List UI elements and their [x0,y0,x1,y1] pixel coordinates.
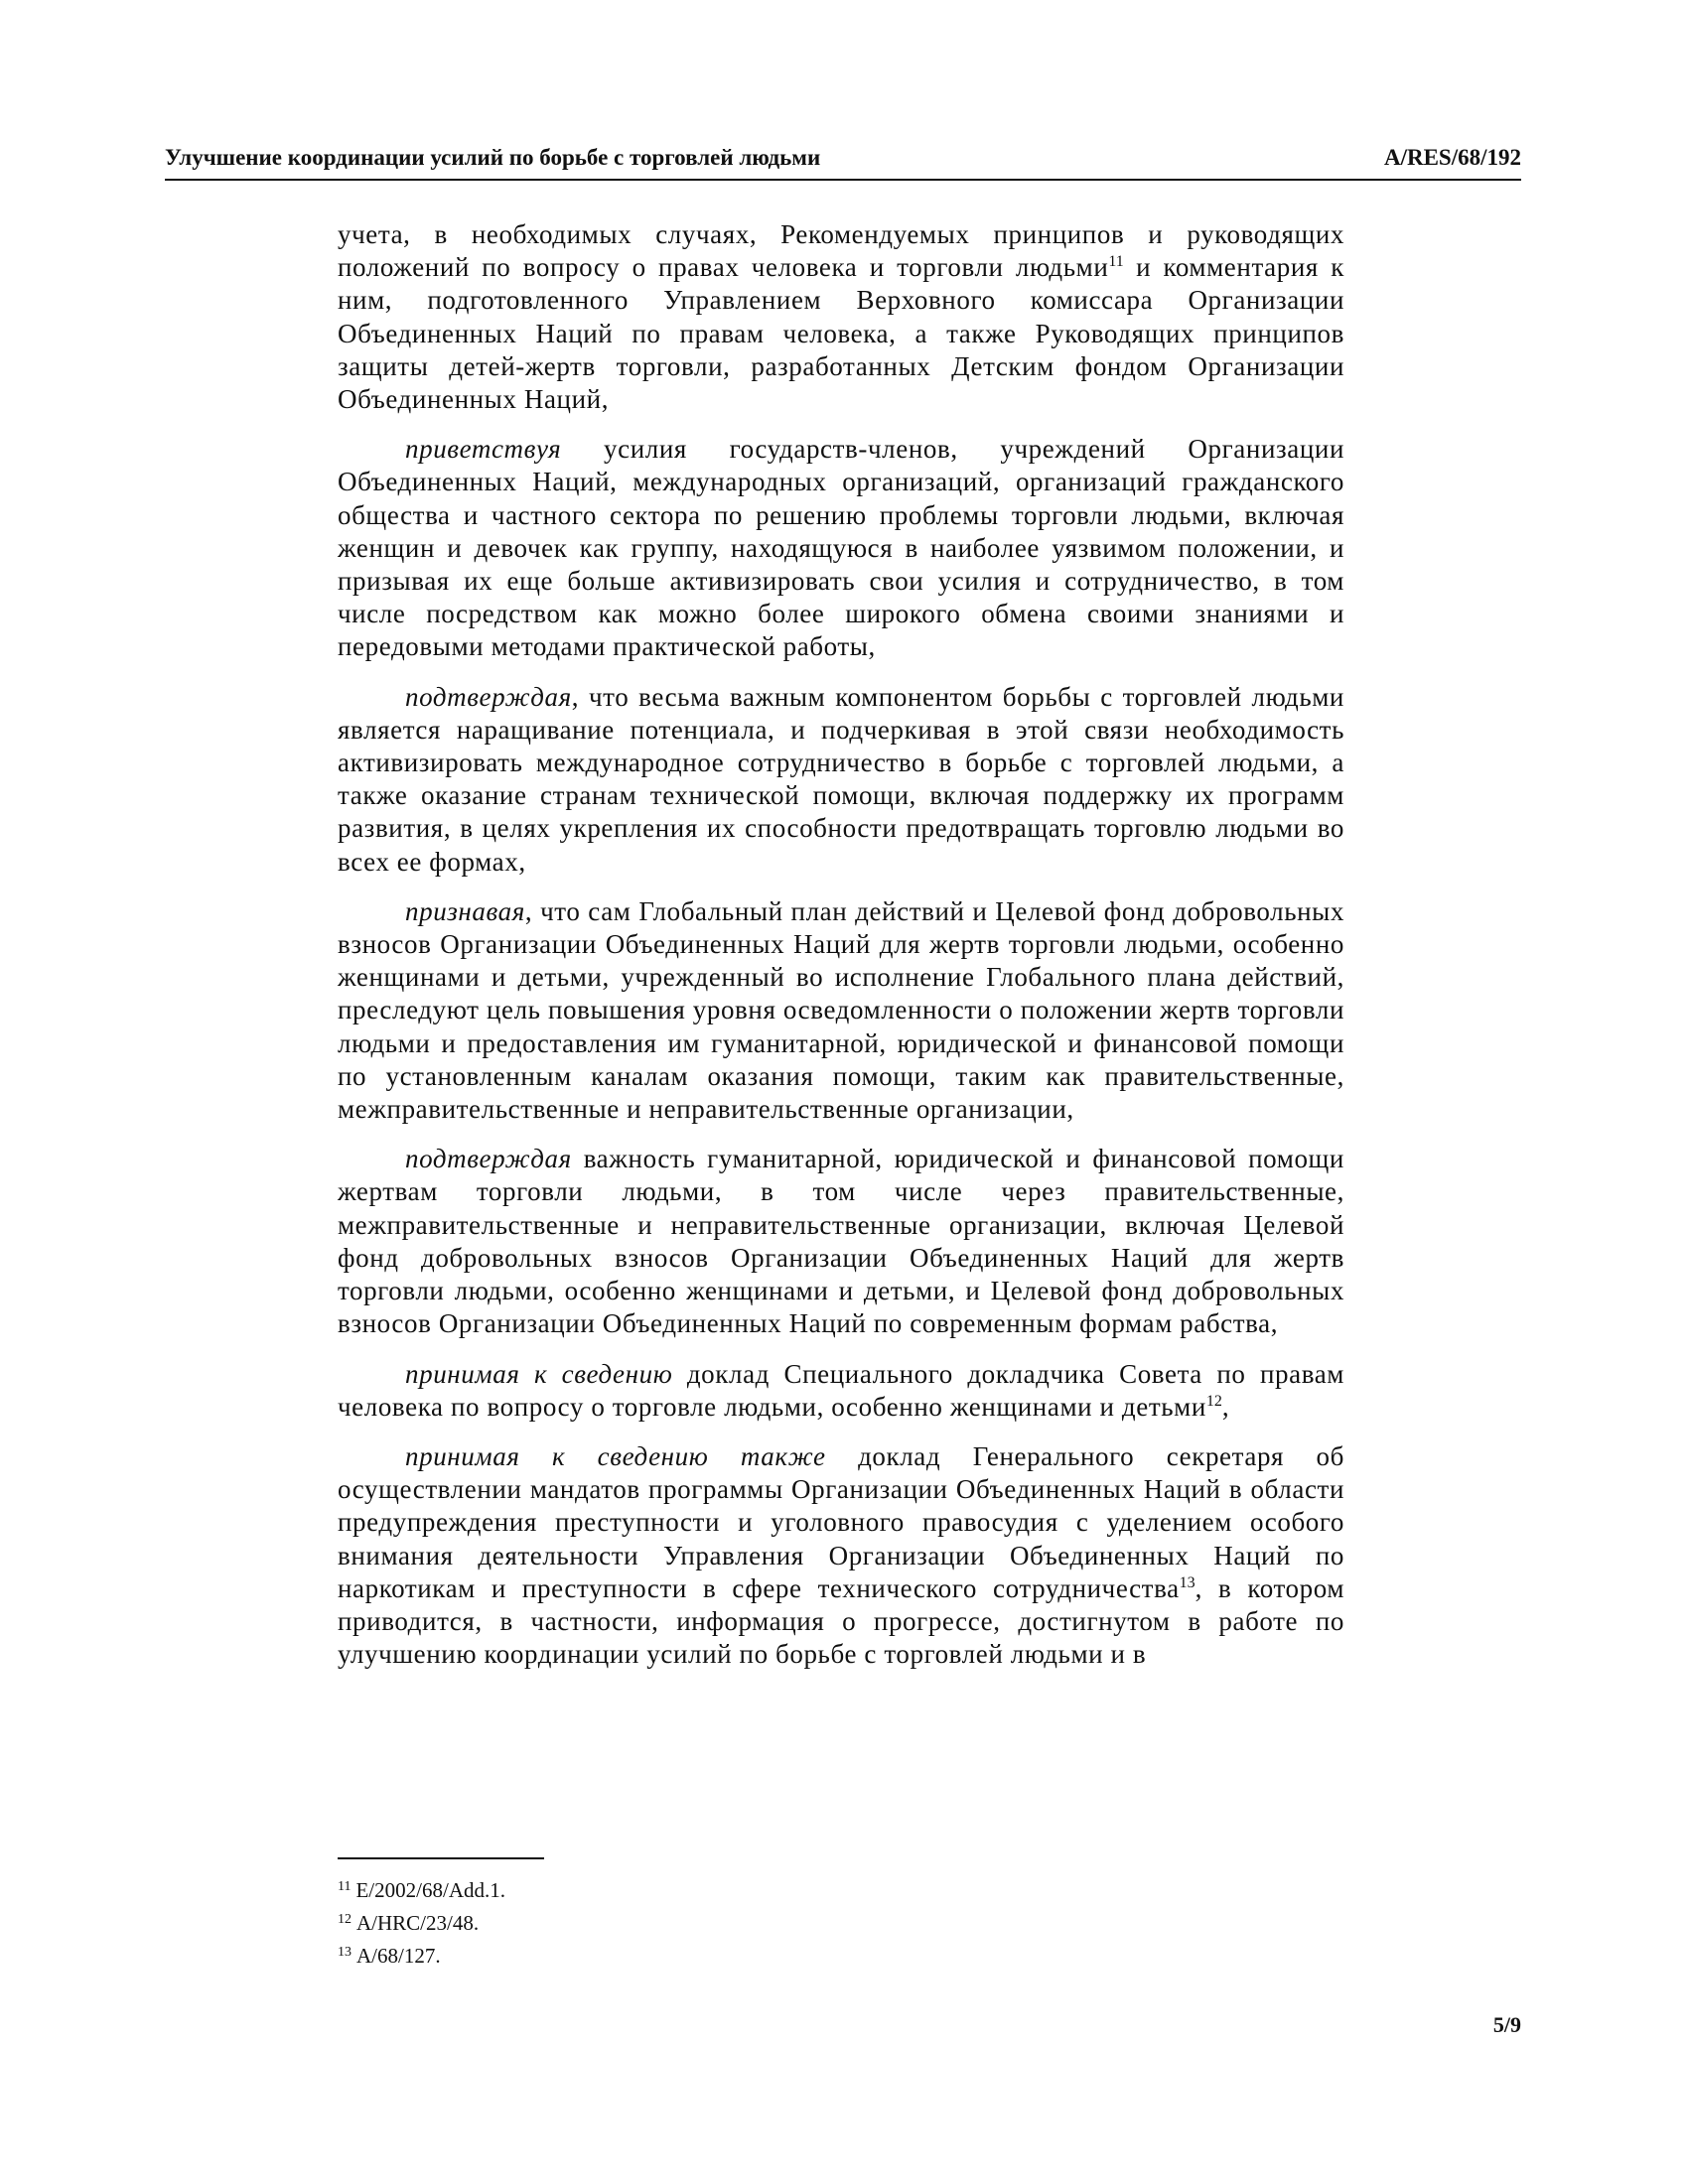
paragraph-7 [338,1440,1344,1671]
paragraph-5-lead-word: подтверждая [405,1144,572,1174]
paragraph-6-text-continued: , [1221,1391,1230,1422]
footnote-text: E/2002/68/Add.1. [355,1878,505,1902]
paragraph-6 [338,1358,1344,1424]
footnote-number: 13 [338,1945,352,1960]
page-number: 5/9 [1492,2012,1521,2037]
paragraph-3-lead-word: подтверждая [405,681,572,712]
paragraph-5 [338,1143,1344,1340]
paragraph-3-text: , что весьма важным компонентом борьбы с торговлей людьми является наращивание потенциала, и подчеркивая в этой связи необходимость активизировать международное сотрудничество в борьбе с торговлей людьми, а также оказание странам технической помощи, включая поддержку их программ развития, в целях укрепления их способности предотвращать торговлю людьми во всех ее формах, [338,681,1344,877]
paragraph-7-text: доклад Генерального секретаря об осуществлении мандатов программы Организации Объединенных Наций в области предупреждения преступности и уголовного правосудия с уделением особого внимания деятельности Управления Организации Объединенных Наций по наркотикам и преступности в сфере технического сотрудничества [338,1440,1344,1603]
paragraph-1 [338,218,1344,416]
paragraph-2-text: усилия государств-членов, учреждений Организации Объединенных Наций, международных организаций, организаций гражданского общества и частного сектора по решению проблемы торговли людьми, включая женщин и девочек как группу, находящуюся в наиболее уязвимом положении, и призывая их еще больше активизировать свои усилия и сотрудничество, в том числе посредством как можно более широкого обмена своими знаниями и передовыми методами практической работы, [338,434,1344,662]
footnotes [338,1874,505,1973]
footnote-11 [338,1874,505,1907]
paragraph-7-text-continued: , в котором приводится, в частности, информация о прогрессе, достигнутом в работе по улучшению координации усилий по борьбе с торговлей людьми и в [338,1572,1345,1670]
footnote-separator [338,1857,544,1859]
running-header [165,143,1521,181]
footnote-ref-11[interactable]: 11 [1108,253,1124,271]
paragraph-4 [338,895,1344,1126]
footnote-ref-13[interactable]: 13 [1179,1573,1196,1591]
paragraph-6-lead-word: принимая к сведению [405,1358,673,1389]
paragraph-1-text: учета, в необходимых случаях, Рекомендуемых принципов и руководящих положений по вопросу о правах человека и торговли людьми [338,219,1344,283]
paragraph-2-lead-word: приветствуя [405,434,562,465]
running-header-title: Улучшение координации усилий по борьбе с торговлей людьми [165,145,821,170]
paragraph-6-text: доклад Специального докладчика Совета по правам человека по вопросу о торговле людьми, особенно женщинами и детьми [338,1358,1344,1422]
footnote-text: A/68/127. [356,1944,441,1968]
paragraph-5-text: важность гуманитарной, юридической и финансовой помощи жертвам торговли людьми, в том числе через правительственные, межправительственные и неправительственные организации, включая Целевой фонд добровольных взносов Организации Объединенных Наций для жертв торговли людьми, особенно женщинами и детьми, и Целевой фонд добровольных взносов Организации Объединенных Наций по современным формам рабства, [338,1144,1344,1339]
footnote-number: 12 [338,1912,352,1927]
footnote-number: 11 [338,1879,352,1894]
body-text [338,218,1344,1688]
paragraph-3 [338,681,1344,879]
paragraph-4-text: , что сам Глобальный план действий и Целевой фонд добровольных взносов Организации Объединенных Наций для жертв торговли людьми, особенно женщинами и детьми, учрежденный во исполнение Глобального плана действий, преследуют цель повышения уровня осведомленности о положении жертв торговли людьми и предоставления им гуманитарной, юридической и финансовой помощи по установленным каналам оказания помощи, таким как правительственные, межправительственные и неправительственные организации, [338,895,1344,1125]
paragraph-2 [338,433,1344,663]
paragraph-1-text-continued: и комментария к ним, подготовленного Управлением Верховного комиссара Организации Объединенных Наций по правам человека, а также Руководящих принципов защиты детей-жертв торговли, разработанных Детским фондом Организации Объединенных Наций, [338,252,1344,415]
paragraph-4-lead-word: признавая [405,895,525,926]
paragraph-7-lead-word: принимая к сведению также [405,1440,826,1471]
document-symbol: A/RES/68/192 [1383,145,1521,170]
footnote-12 [338,1907,505,1940]
footnote-13 [338,1940,505,1973]
footnote-ref-12[interactable]: 12 [1205,1392,1222,1410]
footnote-text: A/HRC/23/48. [356,1911,480,1935]
